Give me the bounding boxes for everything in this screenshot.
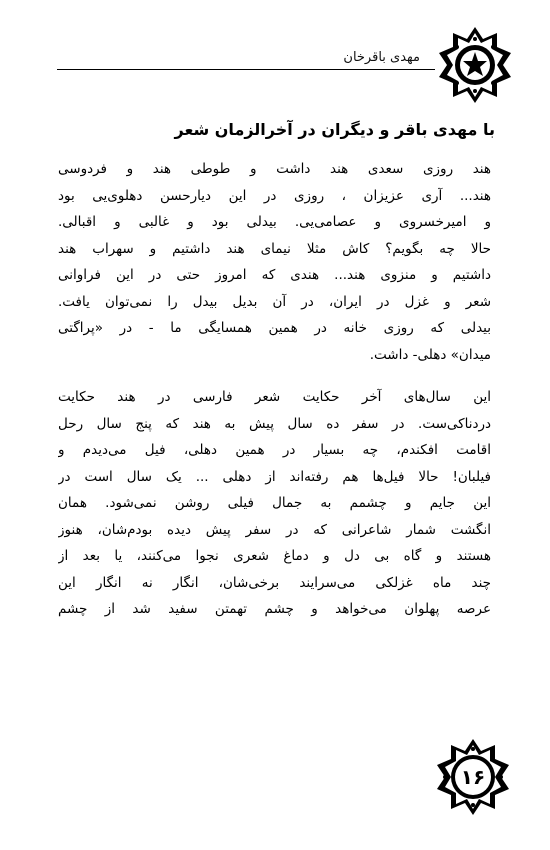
text-line: فیلبان! حالا فیل‌ها هم رفته‌اند از دهلی ... یک سال است در [58, 468, 491, 485]
header-divider [57, 69, 435, 70]
text-line: و امیرخسروی و عصامی‌یی. بیدلی بود و غالبی و اقبالی. [58, 214, 491, 230]
page-number: ۱۶ [460, 765, 486, 789]
text-line: حالا چه بگویم؟ کاش مثلا نیمای هند داشتیم و سهراب هند [58, 240, 491, 257]
text-line: هند روزی سعدی هند داشت و طوطی هند و فردوسی [58, 161, 491, 177]
text-line: میدان» دهلی- داشت. [369, 346, 491, 363]
text-line: انگشت شمار شاعرانی که در سفر پیش دیده بودم‌شان، هنوز [58, 521, 491, 538]
text-line: هند... آری عزیزان ، روزی در این دیارحسن دهلوی‌یی بود [58, 187, 491, 204]
chapter-title: با مهدی باقر و دیگران در آخرالزمان شعر [174, 120, 495, 139]
body-text [58, 156, 491, 623]
text-line: هستند و گاه بی دل و دماغ شعری نجوا می‌کنند، یا بعد از [58, 548, 491, 564]
text-line: عرصه پهلوان می‌خواهد و چشم تهمتن سفید شد از چشم [58, 601, 491, 617]
text-line: داشتیم و منزوی هند... هندی که امروز حتی در این فراوانی [58, 267, 491, 283]
running-header: مهدی باقرخان [343, 50, 420, 65]
text-line: اقامت افکندم، چه بسیار در همین دهلی، فیل می‌دیدم و [58, 442, 491, 458]
text-line: این جایم و چشمم به جمال فیلی روشن نمی‌شود. همان [58, 495, 491, 511]
text-line: بیدلی که روزی خانه در همین همسایگی ما - در «پراگتی [58, 320, 491, 336]
ornament-rosette-icon [435, 25, 515, 105]
text-line: دردناکی‌ست. در سفر ده سال پیش به هند که پنج سال رحل [58, 415, 491, 432]
text-line: شعر و غزل در ایران، در آن بدیل بیدل را نمی‌توان یافت. [58, 293, 491, 310]
text-line: این سال‌های آخر حکایت شعر فارسی در هند حکایت [58, 389, 491, 405]
paragraph-1 [58, 156, 491, 368]
text-line: چند ماه غزلکی می‌سرایند برخی‌شان، انگار نه انگار این [58, 574, 491, 591]
paragraph-2 [58, 384, 491, 623]
